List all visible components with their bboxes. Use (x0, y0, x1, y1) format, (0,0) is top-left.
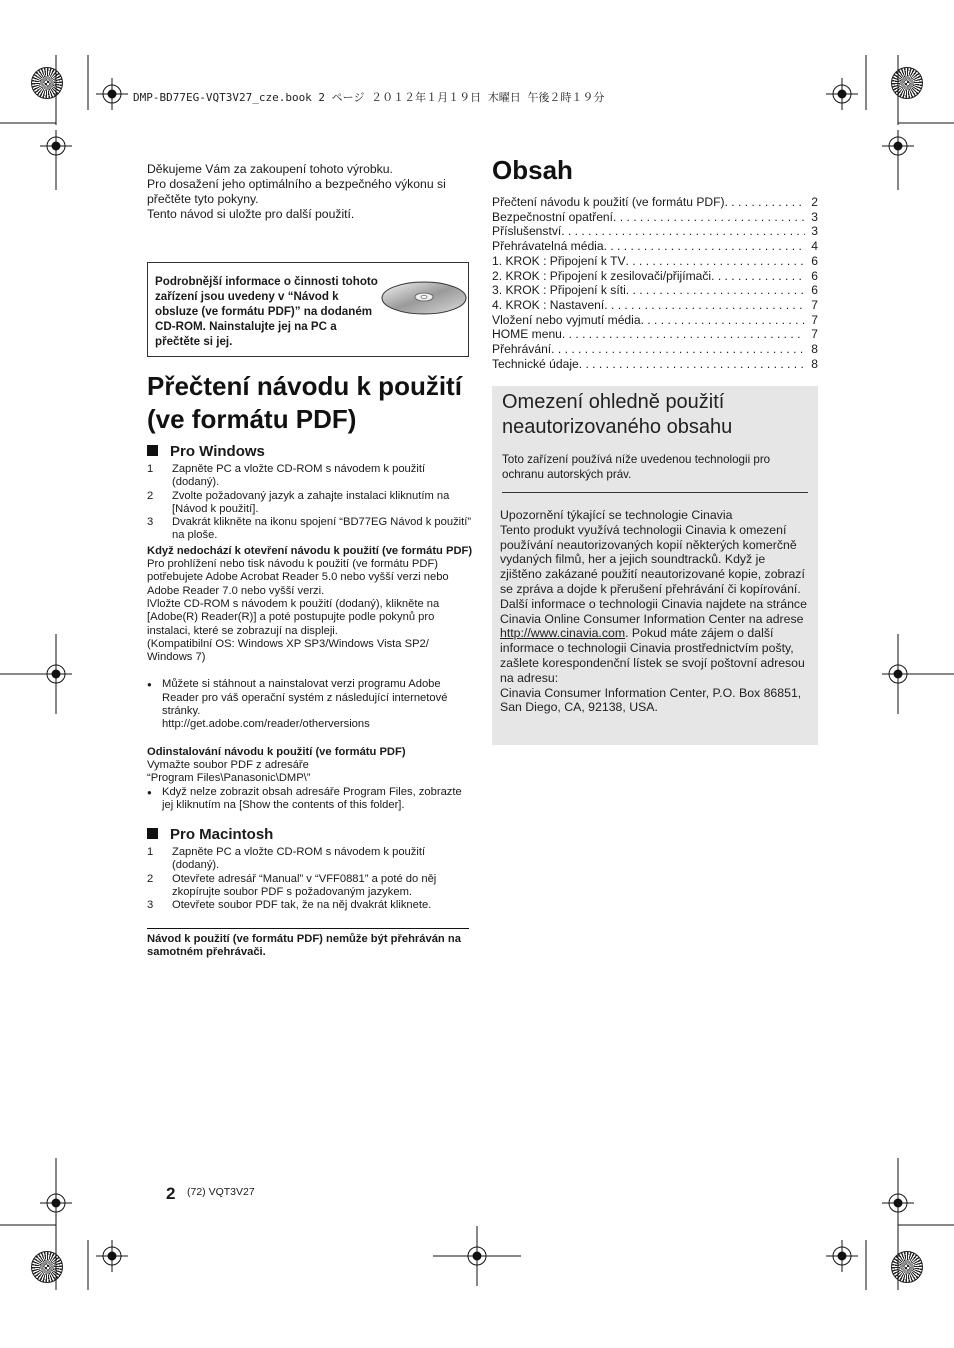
step-number: 3 (147, 516, 154, 529)
download-bullet (147, 678, 473, 731)
toc-label: Příslušenství (492, 224, 562, 239)
toc-leader (604, 239, 806, 254)
toc-item[interactable] (492, 195, 818, 210)
step-number: 2 (147, 872, 154, 885)
list-item (147, 490, 473, 517)
cinavia-heading: Omezení ohledně použití neautorizovaného obsahu (502, 391, 733, 438)
mac-steps (147, 846, 473, 912)
uninstall-path: “Program Files\Panasonic\DMP\” (147, 772, 311, 785)
step-text: Zapněte PC a vložte CD-ROM s návodem k použití (dodaný). (172, 463, 426, 489)
cinavia-info-text: Další informace o technologii Cinavia najdete na stránce Cinavia Online Consumer Information Center na adrese (500, 596, 807, 626)
windows-steps (147, 463, 473, 543)
page-number: 2 (166, 1184, 176, 1203)
square-bullet-icon (147, 828, 158, 839)
download-bullet-text: ● Můžete si stáhnout a nainstalovat verzi programu Adobe Reader pro váš operační systém z následující internetové stránky. (162, 678, 448, 718)
intro-line: Pro dosažení jeho optimálního a bezpečného výkonu si přečtěte tyto pokyny. (147, 177, 446, 206)
toc-label: HOME menu (492, 327, 562, 342)
noopen-text: Pro prohlížení nebo tisk návodu k použití (ve formátu PDF) potřebujete Adobe Acrobat Reader 5.0 nebo vyšší verzi nebo Adobe Reader 7.0 nebo vyšší verzi. (147, 558, 449, 597)
toc-page: 6 (811, 253, 818, 268)
toc-label: Přehrávatelná média (492, 239, 604, 254)
toc-item[interactable] (492, 254, 818, 269)
toc-label: Přečtení návodu k použití (ve formátu PDF) (492, 195, 725, 209)
step-number: 1 (147, 846, 154, 859)
step-text: Zvolte požadovaný jazyk a zahajte instalaci kliknutím na [Návod k použití]. (172, 489, 450, 515)
cinavia-body (500, 508, 810, 715)
toc-page: 3 (811, 209, 818, 224)
pdf-manual-heading: Přečtení návodu k použití (ve formátu PDF) (147, 371, 462, 434)
list-item (147, 899, 473, 912)
toc-item[interactable] (492, 239, 818, 254)
toc-leader (711, 269, 805, 284)
toc-heading: Obsah (492, 155, 573, 185)
mac-heading (147, 826, 473, 843)
toc-item[interactable] (492, 269, 818, 284)
table-of-contents (492, 195, 818, 371)
insert-text: lVložte CD-ROM s návodem k použití (dodaný), klikněte na [Adobe(R) Reader(R)] a poté postupujte podle pokynů pro instalaci, které se zobrazují na displeji. (147, 597, 440, 637)
windows-section (147, 443, 473, 913)
print-header: DMP-BD77EG-VQT3V27_cze.book 2 ページ ２０１２年１月１９日 木曜日 午後２時１９分 (133, 91, 605, 104)
toc-leader (561, 224, 805, 239)
toc-leader (604, 298, 805, 313)
windows-heading (147, 443, 473, 460)
toc-page: 4 (811, 239, 818, 254)
toc-item[interactable] (492, 342, 818, 357)
toc-page: 8 (811, 342, 818, 357)
toc-page: 3 (811, 224, 818, 239)
intro-line: Děkujeme Vám za zakoupení tohoto výrobku. (147, 162, 393, 176)
toc-label: Technické údaje (492, 356, 579, 371)
toc-label: 2. KROK : Připojení k zesilovači/přijímači (492, 268, 712, 283)
toc-leader (613, 210, 805, 225)
noopen-heading: Když nedochází k otevření návodu k použití (ve formátu PDF) (147, 544, 473, 557)
cd-rom-notice-box (147, 262, 469, 357)
toc-label: Přehrávání (492, 342, 552, 357)
list-item (147, 873, 473, 900)
toc-leader (579, 357, 806, 372)
toc-item[interactable] (492, 298, 818, 313)
toc-page: 6 (811, 283, 818, 298)
step-number: 3 (147, 899, 154, 912)
step-number: 1 (147, 463, 154, 475)
cinavia-divider (502, 492, 808, 493)
download-url[interactable]: http://get.adobe.com/reader/otherversions (162, 718, 370, 731)
list-item (147, 846, 473, 873)
uninstall-text: Vymažte soubor PDF z adresáře (147, 758, 309, 771)
list-item (147, 463, 473, 490)
step-number: 2 (147, 489, 154, 502)
pdf-note: Návod k použití (ve formátu PDF) nemůže být přehráván na samotném přehrávači. (147, 933, 461, 959)
cinavia-link[interactable]: http://www.cinavia.com (500, 626, 626, 641)
toc-leader (725, 195, 806, 210)
cd-rom-notice-text: Podrobnější informace o činnosti tohoto zařízení jsou uvedeny v “Návod k obsluze (ve formátu PDF)” na dodaném CD-ROM. Nainstalujte jej na PC a přečtěte si jej. (155, 275, 378, 348)
toc-item[interactable] (492, 327, 818, 342)
note-divider (147, 928, 469, 929)
toc-item[interactable] (492, 283, 818, 298)
cinavia-notice-box (492, 386, 818, 745)
intro-line: Tento návod si uložte pro další použití. (147, 207, 355, 221)
uninstall-bullet: ● Když nelze zobrazit obsah adresáře Program Files, zobrazte jej kliknutím na [Show the contents of this folder]. (147, 786, 473, 813)
toc-page: 6 (811, 268, 818, 283)
toc-item[interactable] (492, 313, 818, 328)
toc-label: Vložení nebo vyjmutí média (492, 312, 641, 327)
toc-leader (641, 313, 806, 328)
step-text: Dvakrát klikněte na ikonu spojení “BD77EG Návod k použití” na ploše. (172, 516, 472, 542)
toc-page: 2 (811, 195, 818, 209)
cinavia-mail-text: . Pokud máte zájem o další informace o technologii Cinavia prostřednictvím pošty, zašlete korespondenční lístek se svojí poštovní adresou na adresu: (500, 626, 805, 685)
intro-text (147, 162, 477, 222)
step-text: Otevřete adresář “Manual” v “VFF0881” a poté do něj zkopírujte soubor PDF s požadovaným jazykem. (172, 872, 437, 899)
toc-leader (626, 254, 806, 269)
toc-item[interactable] (492, 357, 818, 372)
toc-label: 4. KROK : Nastavení (492, 297, 605, 312)
uninstall-heading: Odinstalování návodu k použití (ve formátu PDF) (147, 745, 406, 758)
list-item (147, 516, 473, 543)
toc-page: 7 (811, 312, 818, 327)
page-code: (72) VQT3V27 (187, 1186, 255, 1198)
toc-label: 1. KROK : Připojení k TV (492, 253, 626, 268)
compat-text: (Kompatibilní OS: Windows XP SP3/Windows Vista SP2/ Windows 7) (147, 637, 429, 664)
toc-leader (626, 283, 806, 298)
toc-leader (562, 327, 805, 342)
toc-page: 7 (811, 297, 818, 312)
mac-heading-text: Pro Macintosh (170, 826, 274, 844)
toc-page: 8 (811, 356, 818, 371)
cinavia-body-line: Upozornění týkající se technologie Cinavia (500, 508, 733, 522)
cinavia-address: Cinavia Consumer Information Center, P.O. Box 86851, San Diego, CA, 92138, USA. (500, 685, 802, 715)
toc-label: 3. KROK : Připojení k síti (492, 283, 626, 298)
cinavia-body-paragraph (500, 597, 810, 686)
windows-heading-text: Pro Windows (170, 443, 265, 460)
toc-label: Bezpečnostní opatření (492, 209, 614, 224)
toc-page: 7 (811, 327, 818, 342)
cinavia-body-paragraph: Tento produkt využívá technologii Cinavia k omezení používání neautorizovaných kopií některých komerčně vydaných filmů, her a jejich soundtracků. Když je zjištěno zakázané použití neautorizované kopie, zobrazí se zpráva a dojde k přerušení přehrávání či kopírování. (500, 522, 805, 596)
cd-rom-disc-icon (381, 281, 467, 315)
step-text: Zapněte PC a vložte CD-ROM s návodem k použití (dodaný). (172, 846, 426, 872)
square-bullet-icon (147, 445, 158, 456)
cinavia-lead: Toto zařízení používá níže uvedenou technologii pro ochranu autorských práv. (502, 453, 771, 481)
toc-item[interactable] (492, 224, 818, 239)
toc-leader (551, 342, 805, 357)
toc-item[interactable] (492, 210, 818, 225)
step-text: Otevřete soubor PDF tak, že na něj dvakrát kliknete. (172, 899, 432, 912)
